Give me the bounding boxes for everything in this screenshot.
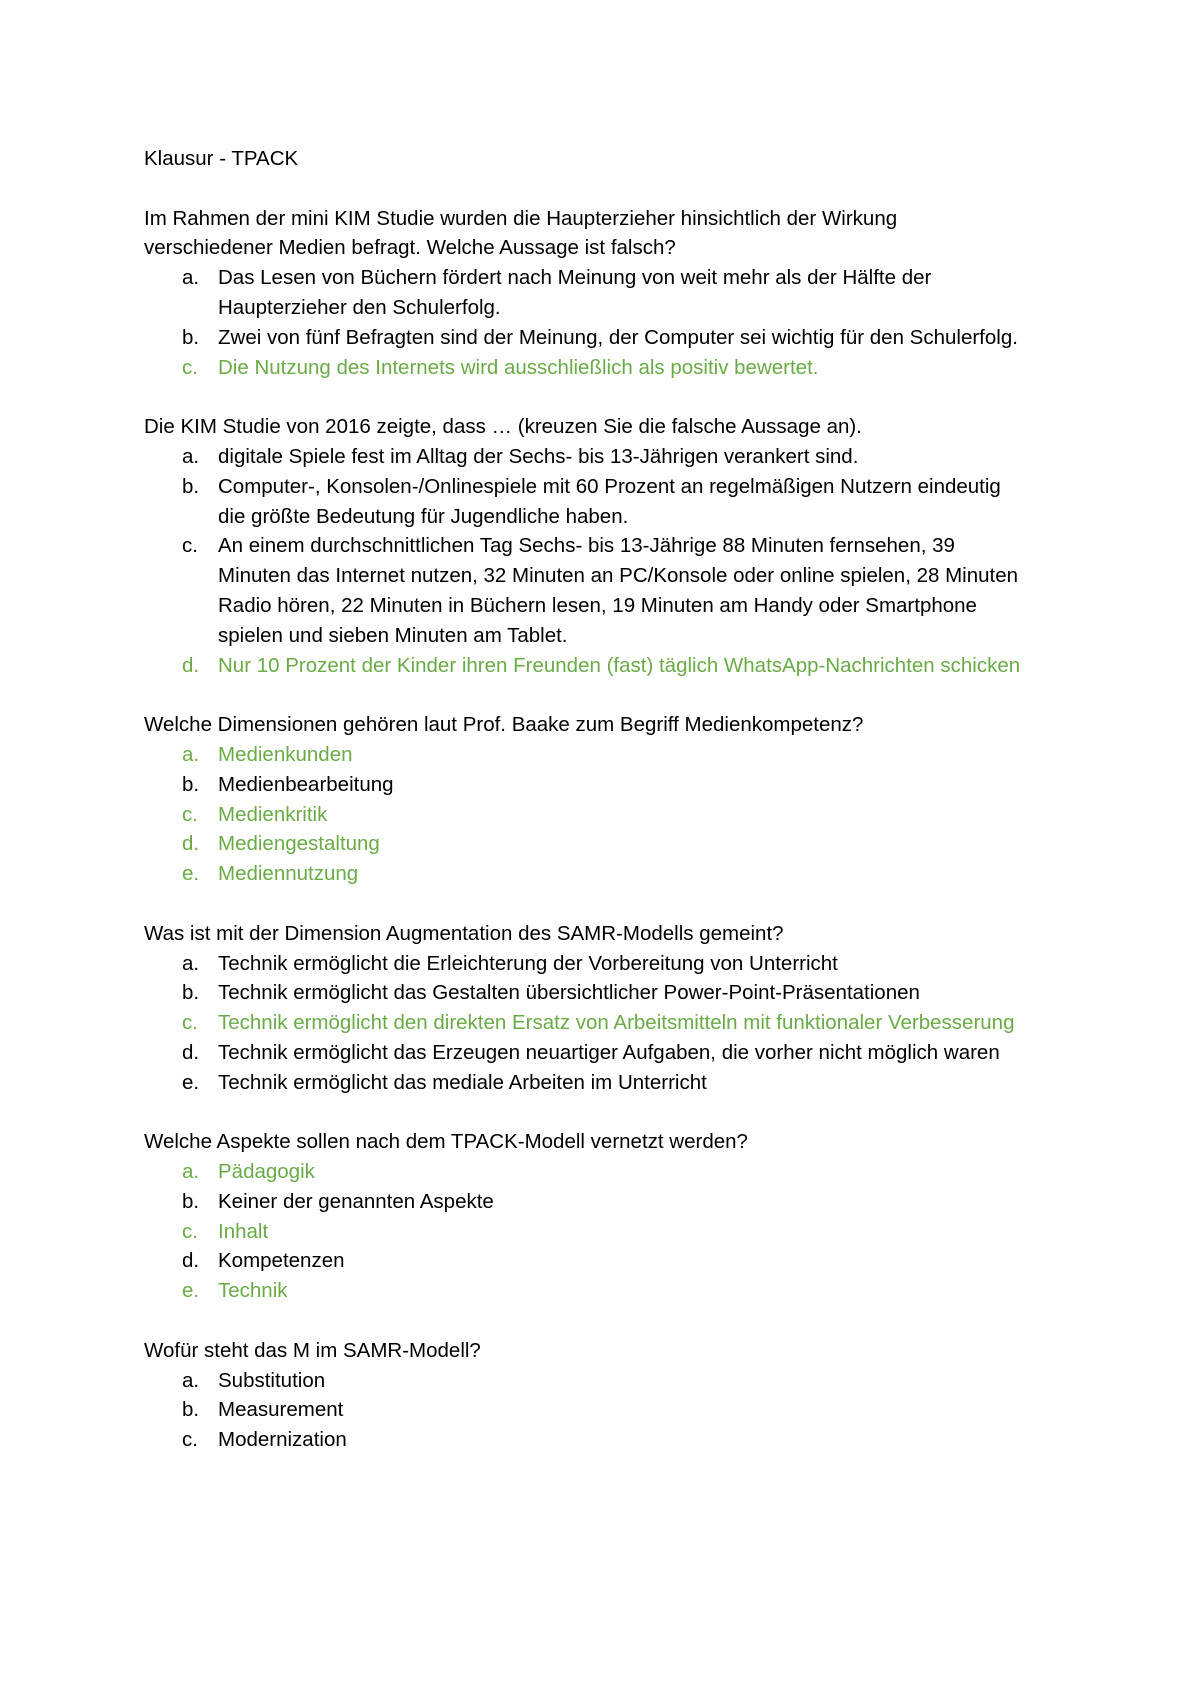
option-text: Modernization	[218, 1428, 347, 1452]
option-text: digitale Spiele fest im Alltag der Sechs- bis 13-Jährigen verankert sind.	[218, 444, 859, 468]
option-text: Zwei von fünf Befragten sind der Meinung, der Computer sei wichtig für den Schulerfolg.	[218, 325, 1018, 349]
answer-option-correct	[144, 1276, 1024, 1306]
question-text: Im Rahmen der mini KIM Studie wurden die Haupterzieher hinsichtlich der Wirkung verschiedener Medien befragt. Welche Aussage ist falsch?	[144, 206, 898, 260]
option-letter: a.	[182, 444, 200, 468]
answer-option-correct	[144, 1008, 1024, 1038]
option-text: Measurement	[218, 1398, 344, 1422]
answer-option-correct	[144, 1157, 1024, 1187]
answer-option	[144, 770, 1024, 800]
option-text: Nur 10 Prozent der Kinder ihren Freunden (fast) täglich WhatsApp-Nachrichten schicken	[218, 653, 1021, 677]
answer-option	[144, 1187, 1024, 1217]
option-text: Technik	[218, 1279, 288, 1303]
answer-option-correct	[144, 829, 1024, 859]
answer-option	[144, 949, 1024, 979]
answer-option-correct	[144, 1217, 1024, 1247]
question-block	[144, 412, 1024, 680]
option-letter: c.	[182, 1428, 198, 1452]
option-letter: a.	[182, 951, 200, 975]
option-text: Technik ermöglicht den direkten Ersatz von Arbeitsmitteln mit funktionaler Verbesserung	[218, 1011, 1015, 1035]
answer-option	[144, 1425, 1024, 1455]
option-text: Medienkunden	[218, 742, 353, 766]
option-text: Technik ermöglicht das Erzeugen neuartiger Aufgaben, die vorher nicht möglich waren	[218, 1040, 1000, 1064]
question-text: Welche Dimensionen gehören laut Prof. Baake zum Begriff Medienkompetenz?	[144, 713, 864, 737]
option-text: Substitution	[218, 1368, 326, 1392]
answer-options	[144, 1157, 1024, 1306]
option-text: Inhalt	[218, 1219, 269, 1243]
option-letter: b.	[182, 325, 200, 349]
option-letter: b.	[182, 981, 200, 1005]
answer-option	[144, 1395, 1024, 1425]
option-text: Technik ermöglicht das mediale Arbeiten im Unterricht	[218, 1070, 707, 1094]
answer-option	[144, 978, 1024, 1008]
option-text: Technik ermöglicht das Gestalten übersichtlicher Power-Point-Präsentationen	[218, 981, 920, 1005]
answer-option	[144, 472, 1024, 532]
option-letter: c.	[182, 355, 198, 379]
answer-options	[144, 263, 1024, 382]
option-text: Technik ermöglicht die Erleichterung der Vorbereitung von Unterricht	[218, 951, 838, 975]
option-letter: a.	[182, 1368, 200, 1392]
question-block	[144, 204, 1024, 383]
option-letter: a.	[182, 266, 200, 290]
option-letter: a.	[182, 1160, 200, 1184]
question-text: Die KIM Studie von 2016 zeigte, dass … (kreuzen Sie die falsche Aussage an).	[144, 415, 862, 439]
option-text: Die Nutzung des Internets wird ausschließlich als positiv bewertet.	[218, 355, 819, 379]
option-text: Mediengestaltung	[218, 832, 380, 856]
option-text: Kompetenzen	[218, 1249, 345, 1273]
option-text: Mediennutzung	[218, 862, 359, 886]
option-letter: b.	[182, 772, 200, 796]
option-letter: e.	[182, 1279, 200, 1303]
answer-option-correct	[144, 740, 1024, 770]
answer-options	[144, 442, 1024, 680]
answer-option	[144, 1038, 1024, 1068]
option-letter: b.	[182, 474, 200, 498]
answer-option	[144, 323, 1024, 353]
option-letter: b.	[182, 1189, 200, 1213]
question-block	[144, 919, 1024, 1098]
option-text: Das Lesen von Büchern fördert nach Meinung von weit mehr als der Hälfte der Haupterzieher den Schulerfolg.	[218, 266, 932, 319]
option-text: Computer-, Konsolen-/Onlinespiele mit 60 Prozent an regelmäßigen Nutzern eindeutig die größte Bedeutung für Jugendliche haben.	[218, 474, 1001, 528]
option-text: Medienkritik	[218, 802, 328, 826]
option-letter: d.	[182, 832, 200, 856]
answer-options	[144, 949, 1024, 1098]
question-text: Welche Aspekte sollen nach dem TPACK-Modell vernetzt werden?	[144, 1130, 748, 1154]
answer-option	[144, 1068, 1024, 1098]
answer-option	[144, 1366, 1024, 1396]
option-letter: a.	[182, 742, 200, 766]
option-letter: c.	[182, 1011, 198, 1035]
option-letter: d.	[182, 653, 200, 677]
option-letter: e.	[182, 1070, 200, 1094]
answer-option-correct	[144, 800, 1024, 830]
question-text: Was ist mit der Dimension Augmentation des SAMR-Modells gemeint?	[144, 921, 784, 945]
answer-option-correct	[144, 651, 1024, 681]
answer-option	[144, 263, 1024, 323]
option-text: Pädagogik	[218, 1160, 315, 1184]
option-letter: c.	[182, 1219, 198, 1243]
question-text: Wofür steht das M im SAMR-Modell?	[144, 1338, 481, 1362]
option-letter: c.	[182, 534, 198, 558]
option-text: Medienbearbeitung	[218, 772, 394, 796]
option-letter: d.	[182, 1249, 200, 1273]
question-list	[144, 204, 1024, 1455]
answer-option-correct	[144, 859, 1024, 889]
option-letter: d.	[182, 1040, 200, 1064]
option-letter: b.	[182, 1398, 200, 1422]
answer-options	[144, 1366, 1024, 1455]
answer-option-correct	[144, 353, 1024, 383]
option-text: Keiner der genannten Aspekte	[218, 1189, 494, 1213]
option-letter: c.	[182, 802, 198, 826]
answer-option	[144, 531, 1024, 650]
document-page	[144, 144, 1024, 1485]
question-block	[144, 1336, 1024, 1455]
answer-option	[144, 442, 1024, 472]
answer-option	[144, 1246, 1024, 1276]
question-block	[144, 1127, 1024, 1306]
answer-options	[144, 740, 1024, 889]
document-title: Klausur - TPACK	[144, 147, 299, 170]
option-text: An einem durchschnittlichen Tag Sechs- bis 13-Jährige 88 Minuten fernsehen, 39 Minuten das Internet nutzen, 32 Minuten an PC/Konsole oder online spielen, 28 Minuten Radio hören, 22 Minuten in Büchern lesen, 19 Minuten am Handy oder Smartphone spielen und sieben Minuten am Tablet.	[218, 534, 1019, 647]
question-block	[144, 710, 1024, 889]
option-letter: e.	[182, 862, 200, 886]
